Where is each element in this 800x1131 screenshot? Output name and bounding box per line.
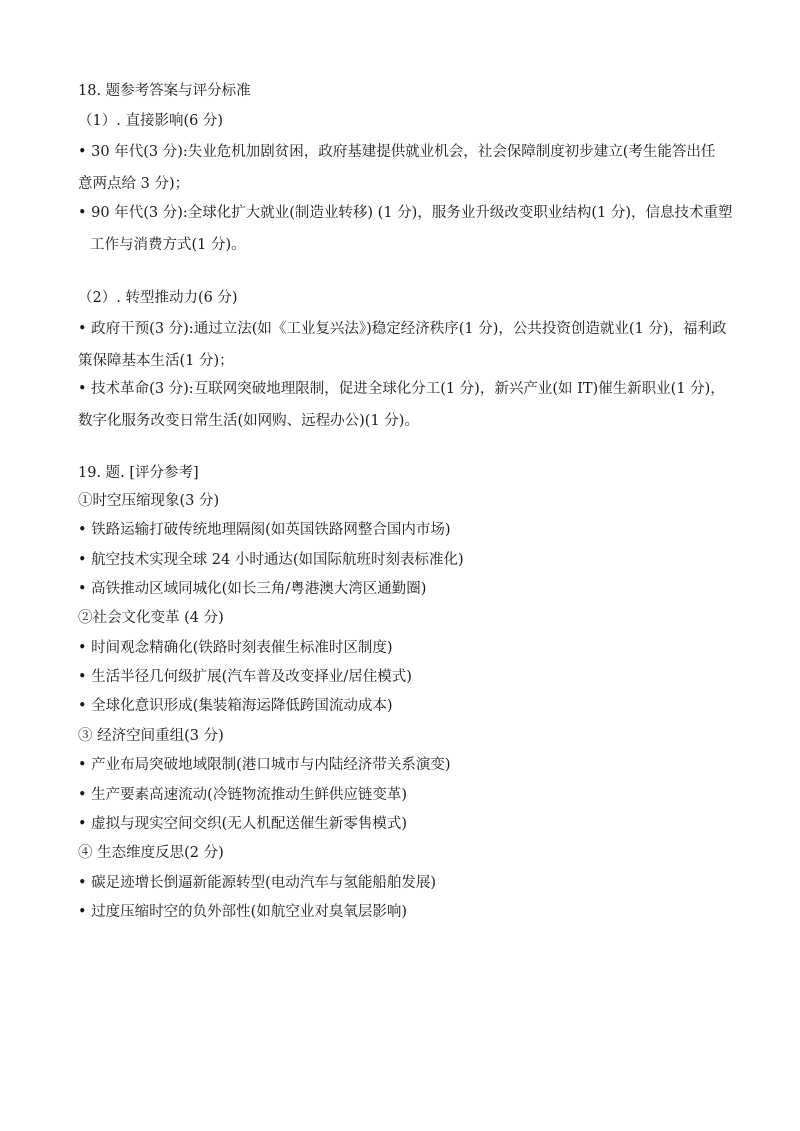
q19-section-1-heading: ①时空压缩现象(3 分) (78, 493, 220, 509)
q19-section-3-item-1: • 产业布局突破地域限制(港口城市与内陆经济带关系演变) (78, 757, 451, 773)
q18-part2-item-2: • 技术革命(3 分):互联网突破地理限制，促进全球化分工(1 分)，新兴产业(如 IT)催生新职业(1 分)，数字化服务改变日常生活(如网购、远程办公)(1 分)。 (78, 381, 725, 429)
q18-part1-heading: （1）. 直接影响(6 分) (78, 113, 224, 129)
q19-section-3-heading: ③ 经济空间重组(3 分) (78, 728, 224, 744)
q18-part2-item-1: • 政府干预(3 分):通过立法(如《工业复兴法》)稳定经济秩序(1 分)，公共投资创造就业(1 分)，福利政策保障基本生活(1 分)； (78, 321, 727, 369)
q19-section-1-item-1: • 铁路运输打破传统地理隔阂(如英国铁路网整合国内市场) (78, 522, 451, 538)
q19-section-3-item-2: • 生产要素高速流动(冷链物流推动生鲜供应链变革) (78, 787, 407, 803)
q19-section-4-item-2: • 过度压缩时空的负外部性(如航空业对臭氧层影响) (78, 904, 407, 920)
q19-section-3-item-3: • 虚拟与现实空间交织(无人机配送催生新零售模式) (78, 816, 407, 832)
q18-part2-heading: （2）. 转型推动力(6 分) (78, 290, 238, 306)
q18-part1-item-2: • 90 年代(3 分):全球化扩大就业(制造业转移) (1 分)，服务业升级改变职业结构(1 分)，信息技术重塑工作与消费方式(1 分)。 (78, 205, 733, 253)
q19-section-4-heading: ④ 生态维度反思(2 分) (78, 845, 224, 861)
q18-title: 18. 题参考答案与评分标准 (78, 83, 251, 99)
q19-section-2-item-2: • 生活半径几何级扩展(汽车普及改变择业/居住模式) (78, 669, 412, 685)
q19-section-2-item-3: • 全球化意识形成(集装箱海运降低跨国流动成本) (78, 698, 393, 714)
q19-section-4-item-1: • 碳足迹增长倒逼新能源转型(电动汽车与氢能船舶发展) (78, 875, 436, 891)
q19-section-1-item-2: • 航空技术实现全球 24 小时通达(如国际航班时刻表标准化) (78, 552, 464, 568)
q18-part1-item-1: • 30 年代(3 分):失业危机加剧贫困，政府基建提供就业机会，社会保障制度初步建立(考生能答出任意两点给 3 分)； (78, 144, 716, 192)
q19-section-2-item-1: • 时间观念精确化(铁路时刻表催生标准时区制度) (78, 640, 393, 656)
q19-section-2-heading: ②社会文化变革 (4 分) (78, 610, 224, 626)
q19-section-1-item-3: • 高铁推动区域同城化(如长三角/粤港澳大湾区通勤圈) (78, 581, 427, 597)
q19-title: 19. 题. [评分参考] (78, 465, 199, 481)
